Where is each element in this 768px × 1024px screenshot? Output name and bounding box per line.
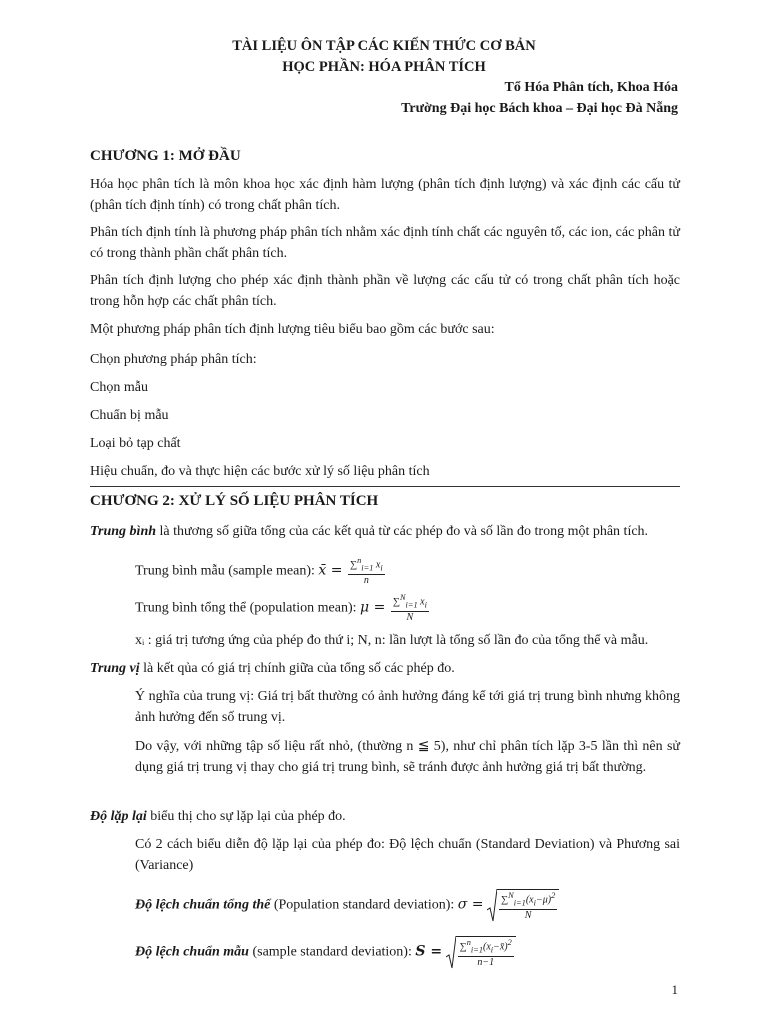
step-item: Chuẩn bị mẫu	[90, 408, 169, 423]
step-item: Chọn phương pháp phân tích:	[90, 352, 257, 367]
mean-term: Trung bình	[90, 524, 157, 539]
sample-mean-fraction: $\frac{\sum^n_{i=1} x_i}{n}$	[349, 556, 383, 587]
population-mean-formula	[135, 592, 680, 624]
chapter1-paragraph-3: Phân tích định lượng cho phép xác định thành phần về lượng các cấu tử có trong chất phân tích hoặc trong hỗn hợp các chất phân tích.	[90, 273, 680, 309]
chapter1-paragraph-1: Hóa học phân tích là môn khoa học xác định hàm lượng (phân tích định lượng) và xác định các cấu tử (phân tích định tính) có trong chất phân tích.	[90, 177, 680, 213]
population-mean-fraction: $\frac{\sum^N_{i=1} x_i}{N}$	[392, 593, 427, 624]
step-item: Loại bỏ tạp chất	[90, 436, 181, 451]
sample-sd-label: (sample standard deviation):	[248, 944, 416, 960]
precision-term: Độ lặp lại	[90, 809, 147, 824]
mean-definition	[90, 521, 680, 542]
step-item: Hiệu chuẩn, đo và thực hiện các bước xử lý số liệu phân tích	[90, 464, 430, 479]
median-meaning: Ý nghĩa của trung vị: Giá trị bất thường có ảnh hưởng đáng kể tới giá trị trung bình nhưng không ảnh hưởng đến số trung vị.	[135, 689, 680, 725]
doc-title-line2: HỌC PHẦN: HÓA PHÂN TÍCH	[282, 59, 486, 75]
section-divider	[90, 486, 680, 487]
sample-sd-radical: $\frac{\sum^n_{i=1}(x_i-x̄)^2}{n-1}$	[446, 935, 516, 969]
population-sd-term: Độ lệch chuẩn tổng thể	[135, 897, 271, 913]
population-sd-formula	[135, 888, 680, 922]
school-line: Trường Đại học Bách khoa – Đại học Đà Nẵng	[401, 101, 678, 116]
population-mean-label: Trung bình tổng thể (population mean):	[135, 600, 361, 616]
median-definition	[90, 658, 680, 679]
page-number: 1	[671, 982, 678, 997]
mean-def-text: là thương số giữa tổng của các kết quả từ các phép đo và số lần đo trong một phân tích.	[156, 524, 649, 539]
median-term: Trung vị	[90, 661, 140, 676]
sigma-symbol: σ =	[457, 896, 484, 913]
sample-sd-term: Độ lệch chuẩn mẫu	[135, 944, 249, 960]
chapter1-heading: CHƯƠNG 1: MỞ ĐẦU	[90, 148, 241, 164]
sample-mean-formula	[135, 555, 680, 587]
sample-mean-label: Trung bình mẫu (sample mean):	[135, 563, 319, 579]
population-sd-label: (Population standard deviation):	[270, 897, 458, 913]
sample-sd-formula	[135, 935, 680, 969]
xbar-symbol: x̄ =	[318, 562, 343, 579]
chapter1-paragraph-4: Một phương pháp phân tích định lượng tiêu biểu bao gồm các bước sau:	[90, 322, 495, 337]
step-item: Chọn mẫu	[90, 380, 148, 395]
department-line: Tổ Hóa Phân tích, Khoa Hóa	[504, 80, 678, 95]
chapter2-heading: CHƯƠNG 2: XỬ LÝ SỐ LIỆU PHÂN TÍCH	[90, 493, 379, 509]
s-symbol: S =	[415, 943, 443, 960]
precision-def-text: biểu thị cho sự lặp lại của phép đo.	[146, 809, 346, 824]
median-def-text: là kết qủa có giá trị chính giữa của tổng số các phép đo.	[139, 661, 455, 676]
chapter1-paragraph-2: Phân tích định tính là phương pháp phân tích nhằm xác định tính chất các nguyên tố, các ion, các phân tử có trong thành phần chất phân tích.	[90, 225, 680, 261]
mu-symbol: μ =	[360, 599, 386, 616]
median-usage: Do vậy, với những tập số liệu rất nhỏ, (thường n ≦ 5), như chỉ phân tích lặp 3-5 lần thì nên sử dụng giá trị trung vị thay cho giá trị trung bình, sẽ tránh được ảnh hưởng giá trị bất thường.	[135, 739, 680, 775]
precision-explanation: Có 2 cách biểu diễn độ lặp lại của phép đo: Độ lệch chuẩn (Standard Deviation) và Phương sai (Variance)	[135, 837, 680, 873]
xi-note: xᵢ : giá trị tương ứng của phép đo thứ i; N, n: lần lượt là tổng số lần đo của tổng thể và mẫu.	[135, 633, 649, 648]
population-sd-radical: $\frac{\sum^N_{i=1}(x_i-\mu)^2}{N}$	[487, 888, 559, 922]
precision-definition	[90, 806, 680, 827]
doc-title-line1: TÀI LIỆU ÔN TẬP CÁC KIẾN THỨC CƠ BẢN	[232, 38, 536, 54]
